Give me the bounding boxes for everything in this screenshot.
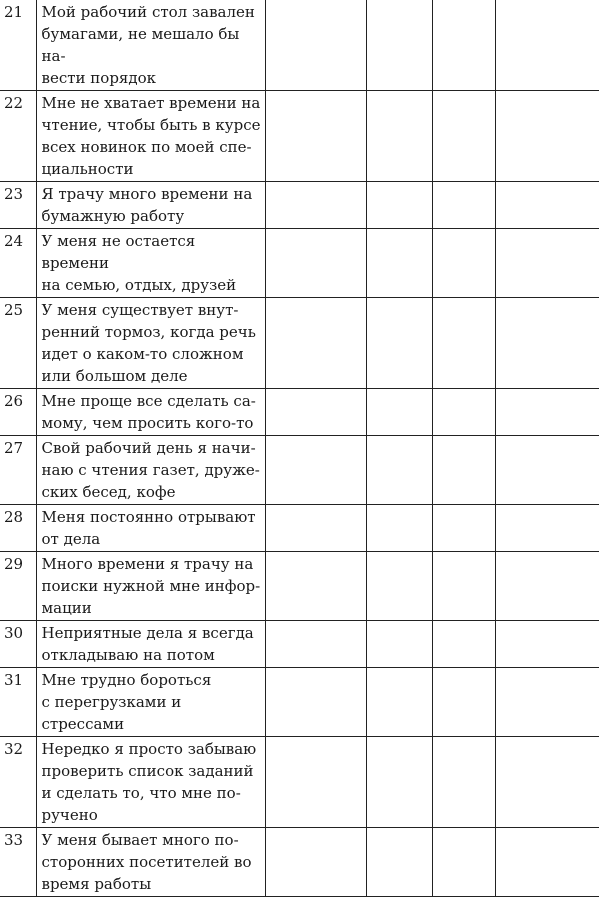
- statement-text: Мой рабочий стол завален бумагами, не мешало бы на- вести порядок: [36, 0, 265, 91]
- statement-text: У меня бывает много по- сторонних посетителей во время работы: [36, 828, 265, 897]
- statement-text: Нередко я просто забываю проверить список заданий и сделать то, что мне по- ручено: [36, 737, 265, 828]
- answer-cell-2[interactable]: [366, 436, 432, 505]
- answer-cell-3[interactable]: [432, 389, 495, 436]
- row-number: 22: [0, 91, 36, 182]
- table-row: [0, 389, 599, 436]
- answer-cell-4[interactable]: [495, 552, 599, 621]
- answer-cell-1[interactable]: [265, 298, 366, 389]
- table-row: [0, 621, 599, 668]
- answer-cell-4[interactable]: [495, 505, 599, 552]
- answer-cell-4[interactable]: [495, 436, 599, 505]
- answer-cell-3[interactable]: [432, 229, 495, 298]
- answer-cell-3[interactable]: [432, 505, 495, 552]
- statement-text: Мне проще все сделать са- мому, чем просить кого-то: [36, 389, 265, 436]
- table-row: [0, 828, 599, 897]
- answer-cell-3[interactable]: [432, 298, 495, 389]
- statement-text: Мне не хватает времени на чтение, чтобы быть в курсе всех новинок по моей спе- циальности: [36, 91, 265, 182]
- row-number: 33: [0, 828, 36, 897]
- row-number: 28: [0, 505, 36, 552]
- answer-cell-2[interactable]: [366, 298, 432, 389]
- answer-cell-3[interactable]: [432, 182, 495, 229]
- answer-cell-3[interactable]: [432, 621, 495, 668]
- answer-cell-1[interactable]: [265, 552, 366, 621]
- answer-cell-4[interactable]: [495, 828, 599, 897]
- answer-cell-2[interactable]: [366, 668, 432, 737]
- answer-cell-2[interactable]: [366, 182, 432, 229]
- row-number: 25: [0, 298, 36, 389]
- statement-text: Мне трудно бороться с перегрузками и стрессами: [36, 668, 265, 737]
- statement-text: У меня не остается времени на семью, отдых, друзей: [36, 229, 265, 298]
- answer-cell-1[interactable]: [265, 436, 366, 505]
- answer-cell-4[interactable]: [495, 0, 599, 91]
- statement-text: Я трачу много времени на бумажную работу: [36, 182, 265, 229]
- table-row: [0, 737, 599, 828]
- answer-cell-1[interactable]: [265, 229, 366, 298]
- answer-cell-2[interactable]: [366, 737, 432, 828]
- answer-cell-3[interactable]: [432, 552, 495, 621]
- answer-cell-1[interactable]: [265, 737, 366, 828]
- table-row: [0, 552, 599, 621]
- answer-cell-2[interactable]: [366, 389, 432, 436]
- answer-cell-4[interactable]: [495, 621, 599, 668]
- statement-text: Меня постоянно отрывают от дела: [36, 505, 265, 552]
- answer-cell-3[interactable]: [432, 828, 495, 897]
- answer-cell-1[interactable]: [265, 621, 366, 668]
- statement-text: Много времени я трачу на поиски нужной мне инфор- мации: [36, 552, 265, 621]
- statement-text: У меня существует внут- ренний тормоз, когда речь идет о каком-то сложном или большом деле: [36, 298, 265, 389]
- answer-cell-2[interactable]: [366, 229, 432, 298]
- answer-cell-4[interactable]: [495, 182, 599, 229]
- row-number: 30: [0, 621, 36, 668]
- answer-cell-2[interactable]: [366, 505, 432, 552]
- answer-cell-2[interactable]: [366, 828, 432, 897]
- answer-cell-4[interactable]: [495, 229, 599, 298]
- row-number: 31: [0, 668, 36, 737]
- row-number: 27: [0, 436, 36, 505]
- answer-cell-4[interactable]: [495, 91, 599, 182]
- statement-text: Неприятные дела я всегда откладываю на потом: [36, 621, 265, 668]
- row-number: 24: [0, 229, 36, 298]
- answer-cell-3[interactable]: [432, 668, 495, 737]
- answer-cell-1[interactable]: [265, 505, 366, 552]
- table-row: [0, 298, 599, 389]
- answer-cell-3[interactable]: [432, 0, 495, 91]
- table-row: [0, 436, 599, 505]
- answer-cell-1[interactable]: [265, 389, 366, 436]
- table-row: [0, 229, 599, 298]
- table-row: [0, 668, 599, 737]
- answer-cell-3[interactable]: [432, 436, 495, 505]
- answer-cell-3[interactable]: [432, 737, 495, 828]
- answer-cell-2[interactable]: [366, 0, 432, 91]
- answer-cell-2[interactable]: [366, 552, 432, 621]
- answer-cell-1[interactable]: [265, 0, 366, 91]
- answer-cell-1[interactable]: [265, 828, 366, 897]
- answer-cell-4[interactable]: [495, 737, 599, 828]
- answer-cell-4[interactable]: [495, 668, 599, 737]
- answer-cell-3[interactable]: [432, 91, 495, 182]
- statement-text: Свой рабочий день я начи- наю с чтения газет, друже- ских бесед, кофе: [36, 436, 265, 505]
- row-number: 21: [0, 0, 36, 91]
- answer-cell-4[interactable]: [495, 298, 599, 389]
- row-number: 32: [0, 737, 36, 828]
- row-number: 29: [0, 552, 36, 621]
- row-number: 26: [0, 389, 36, 436]
- answer-cell-1[interactable]: [265, 668, 366, 737]
- row-number: 23: [0, 182, 36, 229]
- answer-cell-1[interactable]: [265, 182, 366, 229]
- answer-cell-4[interactable]: [495, 389, 599, 436]
- answer-cell-1[interactable]: [265, 91, 366, 182]
- table-row: [0, 505, 599, 552]
- table-row: [0, 0, 599, 91]
- answer-cell-2[interactable]: [366, 91, 432, 182]
- table-row: [0, 182, 599, 229]
- table-row: [0, 91, 599, 182]
- answer-cell-2[interactable]: [366, 621, 432, 668]
